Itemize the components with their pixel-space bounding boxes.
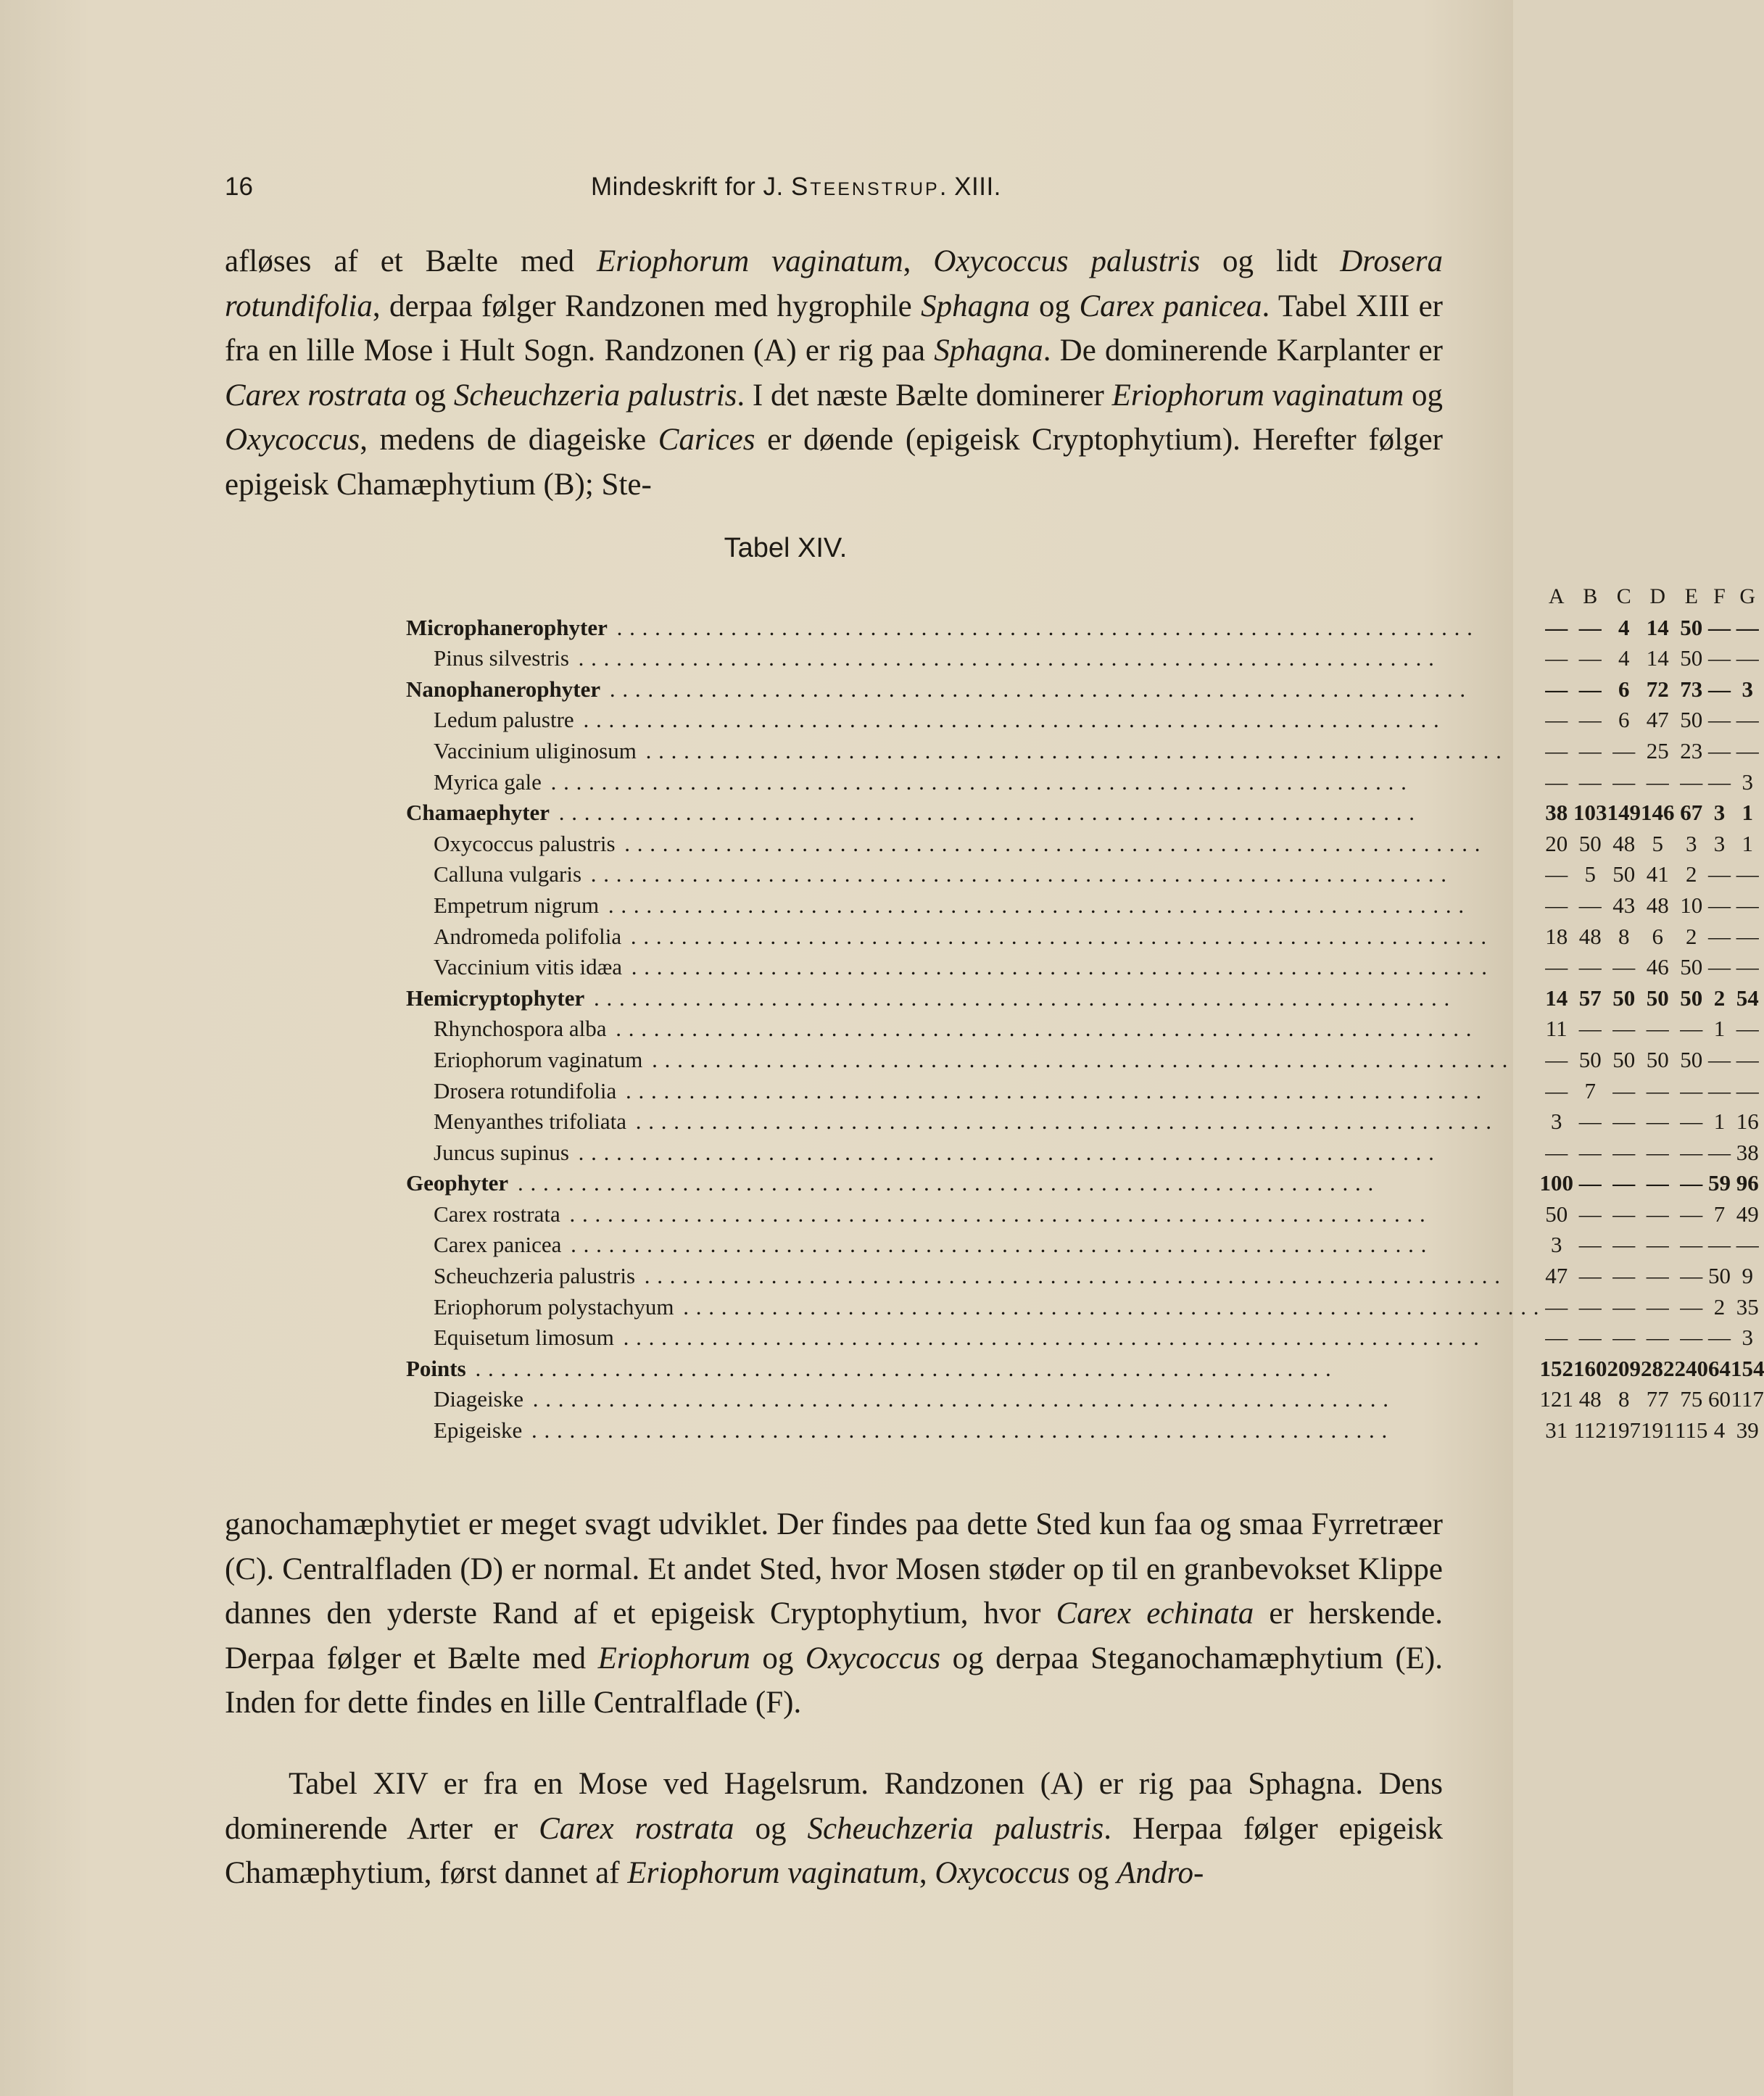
row-label-text: Scheuchzeria palustris <box>434 1263 636 1289</box>
table-cell: — <box>1646 1077 1669 1103</box>
table-row <box>406 859 1764 890</box>
table-cell: — <box>1736 861 1759 887</box>
table-cell: 1 <box>1713 1109 1726 1135</box>
table-cell: 57 <box>1578 985 1602 1011</box>
table-cell: — <box>1736 1046 1759 1072</box>
table-cell: — <box>1545 1046 1568 1072</box>
table-cell: 4 <box>1713 1417 1726 1443</box>
table-cell: 20 <box>1545 830 1568 856</box>
table-cell: 50 <box>1680 985 1703 1011</box>
row-label <box>406 1168 1539 1199</box>
row-label-text: Vaccinium uliginosum <box>434 737 637 763</box>
table-row <box>406 798 1764 829</box>
table-cell: 115 <box>1675 1417 1708 1443</box>
table-cell: 6 <box>1652 923 1663 949</box>
table-cell: 103 <box>1573 800 1607 826</box>
table-row <box>406 1384 1764 1415</box>
table-cell: 46 <box>1646 954 1669 980</box>
row-label-text: Carex rostrata <box>434 1201 560 1227</box>
table-cell: — <box>1680 1293 1703 1320</box>
table-cell: 2 <box>1685 861 1697 887</box>
table-row <box>406 674 1764 705</box>
table-cell: 6 <box>1618 676 1630 702</box>
row-label-text: Ledum palustre <box>434 707 574 733</box>
table-cell: — <box>1545 737 1568 763</box>
table-cell: — <box>1578 1170 1602 1196</box>
table-cell: 154 <box>1730 1355 1764 1381</box>
table-row <box>406 983 1764 1014</box>
column-header: C <box>1616 584 1631 608</box>
table-cell: — <box>1545 1325 1568 1351</box>
table-cell: — <box>1680 1263 1703 1289</box>
table-row <box>406 643 1764 674</box>
table-cell: 48 <box>1646 892 1669 918</box>
row-label <box>406 767 1539 798</box>
row-label-text: Calluna vulgaris <box>434 861 582 887</box>
table-cell: 4 <box>1618 645 1630 671</box>
table-cell: 2 <box>1713 1293 1726 1320</box>
table-cell: 1 <box>1742 800 1753 826</box>
table-cell: 77 <box>1646 1386 1669 1412</box>
row-label <box>406 1106 1539 1138</box>
table-cell: 50 <box>1646 1046 1669 1072</box>
table-cell: — <box>1646 1325 1669 1351</box>
row-label <box>406 1261 1539 1292</box>
table-cell: 5 <box>1584 861 1596 887</box>
table-cell: — <box>1707 954 1731 980</box>
table-cell: — <box>1612 1139 1636 1165</box>
table-cell: — <box>1612 737 1636 763</box>
table-row <box>406 613 1764 644</box>
row-label-text: Diageiske <box>434 1386 523 1412</box>
column-header: B <box>1583 584 1598 608</box>
paragraph-continuation: ganochamæphytiet er meget svagt udviklet. Der findes paa dette Sted kun faa og smaa Fyrretræer (C). Centralfladen (D) er normal. Et andet Sted, hvor Mosen støder op til en granbevokset Klippe dannes den yderste Rand af et epigeisk Cryptophytium, hvor Carex echinata er herskende. Derpaa følger et Bælte med Eriophorum og Oxycoccus og derpaa Steganochamæphytium (E). Inden for dette findes en lille Centralflade (F). <box>225 1507 1444 1720</box>
row-label <box>406 613 1539 644</box>
row-label <box>406 1045 1539 1076</box>
row-label-text: Geophyter <box>406 1170 509 1196</box>
table-cell: — <box>1736 892 1759 918</box>
row-label <box>406 1076 1539 1107</box>
table-cell: 54 <box>1736 985 1759 1011</box>
table-cell: — <box>1736 614 1759 640</box>
row-label-text: Equisetum limosum <box>434 1325 614 1351</box>
table-cell: — <box>1612 1077 1636 1103</box>
table-cell: — <box>1545 861 1568 887</box>
row-label <box>406 705 1539 736</box>
table-cell: 49 <box>1736 1201 1759 1227</box>
table-cell: 48 <box>1578 1386 1602 1412</box>
row-label <box>406 1322 1539 1354</box>
row-label-text: Microphanerophyter <box>406 614 608 640</box>
table-cell: 50 <box>1612 1046 1636 1072</box>
row-label <box>406 890 1539 921</box>
table-cell: 50 <box>1612 985 1636 1011</box>
column-header: G <box>1739 584 1756 608</box>
table-cell: 47 <box>1646 707 1669 733</box>
table-cell: — <box>1578 737 1602 763</box>
table-row <box>406 1168 1764 1199</box>
table-cell: 50 <box>1612 861 1636 887</box>
table-row <box>406 1014 1764 1045</box>
table-cell: 38 <box>1736 1139 1759 1165</box>
table-cell: — <box>1612 1232 1636 1258</box>
row-label-text: Eriophorum polystachyum <box>434 1293 674 1320</box>
table-cell: — <box>1646 1016 1669 1042</box>
table-row <box>406 1261 1764 1292</box>
table-cell: — <box>1578 954 1602 980</box>
table-cell: 10 <box>1680 892 1703 918</box>
table-cell: 14 <box>1646 645 1669 671</box>
table-cell: 72 <box>1646 676 1669 702</box>
row-label-text: Hemicryptophyter <box>406 985 585 1011</box>
table-cell: — <box>1578 614 1602 640</box>
table-cell: — <box>1545 892 1568 918</box>
row-label-text: Chamaephyter <box>406 800 550 826</box>
table-cell: 64 <box>1707 1355 1731 1381</box>
table-row <box>406 1045 1764 1076</box>
column-header: F <box>1713 584 1726 608</box>
data-table <box>406 581 1764 1446</box>
table-cell: 48 <box>1612 830 1636 856</box>
table-cell: 209 <box>1607 1355 1641 1381</box>
table-cell: 3 <box>1550 1232 1562 1258</box>
table-cell: 1 <box>1742 830 1753 856</box>
table-row <box>406 1106 1764 1138</box>
table-cell: — <box>1578 707 1602 733</box>
table-row <box>406 1230 1764 1261</box>
table-cell: 35 <box>1736 1293 1759 1320</box>
row-label-text: Andromeda polifolia <box>434 923 622 949</box>
table-cell: — <box>1646 1232 1669 1258</box>
table-cell: 2 <box>1713 985 1726 1011</box>
table-cell: 8 <box>1618 923 1630 949</box>
table-cell: 50 <box>1646 985 1669 1011</box>
table-cell: 11 <box>1545 1016 1568 1042</box>
table-cell: 23 <box>1680 737 1703 763</box>
row-label-text: Empetrum nigrum <box>434 892 600 918</box>
table-cell: 43 <box>1612 892 1636 918</box>
row-label-text: Rhynchospora alba <box>434 1016 607 1042</box>
row-label <box>406 829 1539 860</box>
table-row <box>406 921 1764 953</box>
table-cell: 3 <box>1685 830 1697 856</box>
row-label-text: Nanophanerophyter <box>406 676 601 702</box>
table-cell: — <box>1707 737 1731 763</box>
row-label-text: Points <box>406 1355 466 1381</box>
table-cell: — <box>1707 1046 1731 1072</box>
paragraph-table-xiv: Tabel XIV er fra en Mose ved Hagelsrum. Randzonen (A) er rig paa Sphagna. Dens dominerende Arter er Carex rostrata og Scheuchzeria palustris. Herpaa følger epigeisk Chamæphytium, først dannet af Eriophorum vaginatum, Oxycoccus og Andro- <box>225 1767 1443 1890</box>
table-cell: 3 <box>1742 769 1753 795</box>
table-cell: — <box>1646 1109 1669 1135</box>
column-header: E <box>1684 584 1698 608</box>
table-cell: — <box>1736 1016 1759 1042</box>
table-cell: 112 <box>1573 1417 1607 1443</box>
table-cell: 100 <box>1539 1170 1573 1196</box>
table-cell: 3 <box>1742 1325 1753 1351</box>
table-cell: 47 <box>1545 1263 1568 1289</box>
table-cell: 16 <box>1736 1109 1759 1135</box>
row-label-text: Drosera rotundifolia <box>434 1077 617 1103</box>
row-label <box>406 1415 1539 1446</box>
table-cell: — <box>1612 954 1636 980</box>
table-cell: — <box>1545 1077 1568 1103</box>
row-label-text: Menyanthes trifoliata <box>434 1109 626 1135</box>
table-row <box>406 1415 1764 1446</box>
table-cell: 3 <box>1713 830 1726 856</box>
table-cell: — <box>1707 1077 1731 1103</box>
table-cell: — <box>1612 1325 1636 1351</box>
row-label <box>406 736 1539 767</box>
table-cell: 50 <box>1680 645 1703 671</box>
row-label <box>406 983 1539 1014</box>
table-cell: — <box>1545 1139 1568 1165</box>
table-cell: — <box>1578 1201 1602 1227</box>
table-cell: 4 <box>1618 614 1630 640</box>
table-cell: — <box>1707 769 1731 795</box>
table-cell: — <box>1578 676 1602 702</box>
table-row <box>406 767 1764 798</box>
table-cell: — <box>1736 645 1759 671</box>
table-cell: — <box>1680 1201 1703 1227</box>
table-cell: 9 <box>1742 1263 1753 1289</box>
table-cell: 8 <box>1618 1386 1630 1412</box>
table-cell: — <box>1680 1139 1703 1165</box>
table-cell: 197 <box>1607 1417 1641 1443</box>
table-cell: — <box>1707 707 1731 733</box>
table-cell: — <box>1545 1293 1568 1320</box>
running-head-name: Steenstrup <box>790 173 940 201</box>
row-label-text: Carex panicea <box>434 1232 562 1258</box>
table-cell: 14 <box>1646 614 1669 640</box>
table-cell: — <box>1612 1109 1636 1135</box>
table-cell: — <box>1736 1232 1759 1258</box>
table-cell: 117 <box>1731 1386 1764 1412</box>
row-label <box>406 921 1539 953</box>
row-label <box>406 1138 1539 1169</box>
table-title: Tabel XIV. <box>724 533 848 563</box>
table-cell: 59 <box>1707 1170 1731 1196</box>
table-cell: — <box>1680 1109 1703 1135</box>
row-label <box>406 798 1539 829</box>
table-cell: — <box>1545 954 1568 980</box>
table-cell: 14 <box>1545 985 1568 1011</box>
table-cell: — <box>1578 769 1602 795</box>
table-cell: — <box>1707 892 1731 918</box>
table-cell: 60 <box>1707 1386 1731 1412</box>
table-cell: 48 <box>1578 923 1602 949</box>
table-cell: — <box>1707 861 1731 887</box>
table-row <box>406 705 1764 736</box>
table-row <box>406 1322 1764 1354</box>
table-cell: — <box>1646 1139 1669 1165</box>
table-cell: — <box>1707 1232 1731 1258</box>
table-cell: — <box>1578 645 1602 671</box>
table-cell: 149 <box>1607 800 1641 826</box>
table-cell: 5 <box>1652 830 1663 856</box>
table-row <box>406 952 1764 983</box>
table-cell: — <box>1578 1263 1602 1289</box>
table-cell: 121 <box>1539 1386 1573 1412</box>
table-cell: 73 <box>1680 676 1703 702</box>
table-cell: — <box>1707 1139 1731 1165</box>
table-cell: — <box>1736 923 1759 949</box>
table-cell: — <box>1612 1263 1636 1289</box>
row-label <box>406 674 1539 705</box>
table-cell: — <box>1578 1293 1602 1320</box>
table-cell: 50 <box>1680 707 1703 733</box>
table-cell: — <box>1578 1139 1602 1165</box>
row-label <box>406 1014 1539 1045</box>
table-cell: — <box>1612 1170 1636 1196</box>
table-cell: — <box>1612 1201 1636 1227</box>
table-cell: — <box>1545 614 1568 640</box>
table-cell: 6 <box>1618 707 1630 733</box>
running-head: Mindeskrift for J. Steenstrup. XIII. <box>591 173 1001 201</box>
table-cell: 50 <box>1578 1046 1602 1072</box>
table-row <box>406 890 1764 921</box>
row-label-text: Epigeiske <box>434 1417 523 1443</box>
table-cell: — <box>1578 1232 1602 1258</box>
table-cell: — <box>1578 1109 1602 1135</box>
table-cell: — <box>1736 737 1759 763</box>
row-label <box>406 1199 1539 1230</box>
table-cell: — <box>1612 1293 1636 1320</box>
table-cell: 75 <box>1680 1386 1703 1412</box>
table-cell: — <box>1646 1201 1669 1227</box>
row-label <box>406 643 1539 674</box>
row-label <box>406 859 1539 890</box>
table-cell: — <box>1545 769 1568 795</box>
table-cell: — <box>1646 1170 1669 1196</box>
table-cell: — <box>1545 707 1568 733</box>
row-label <box>406 1292 1539 1323</box>
table-cell: — <box>1707 923 1731 949</box>
table-row <box>406 736 1764 767</box>
table-cell: — <box>1736 707 1759 733</box>
row-label-text: Oxycoccus palustris <box>434 830 616 856</box>
table-cell: — <box>1578 1016 1602 1042</box>
table-row <box>406 829 1764 860</box>
page-number: 16 <box>225 173 253 201</box>
table-cell: 1 <box>1713 1016 1726 1042</box>
table-cell: — <box>1680 769 1703 795</box>
table-row <box>406 1199 1764 1230</box>
table-cell: 25 <box>1646 737 1669 763</box>
table-cell: — <box>1578 1325 1602 1351</box>
table-row <box>406 1138 1764 1169</box>
table-cell: 191 <box>1640 1417 1675 1443</box>
row-label-text: Eriophorum vaginatum <box>434 1046 643 1072</box>
table-cell: — <box>1707 676 1731 702</box>
table-cell: — <box>1646 769 1669 795</box>
table-cell: 282 <box>1640 1355 1675 1381</box>
table-cell: — <box>1646 1263 1669 1289</box>
table-cell: 67 <box>1680 800 1703 826</box>
table-cell: — <box>1612 769 1636 795</box>
table-cell: 146 <box>1640 800 1675 826</box>
table-cell: 3 <box>1713 800 1726 826</box>
table-cell: — <box>1736 1077 1759 1103</box>
table-row <box>406 1354 1764 1385</box>
table-cell: — <box>1680 1170 1703 1196</box>
table-cell: — <box>1680 1016 1703 1042</box>
table-cell: — <box>1545 645 1568 671</box>
table-row <box>406 1076 1764 1107</box>
table-cell: — <box>1707 1325 1731 1351</box>
table-cell: — <box>1707 614 1731 640</box>
table-cell: 3 <box>1742 676 1753 702</box>
table-cell: — <box>1707 645 1731 671</box>
table-cell: 50 <box>1707 1263 1731 1289</box>
column-header: D <box>1649 584 1666 608</box>
table-cell: 50 <box>1680 1046 1703 1072</box>
table-cell: 39 <box>1736 1417 1759 1443</box>
table-cell: 160 <box>1573 1355 1607 1381</box>
table-cell: — <box>1545 676 1568 702</box>
table-header-row <box>406 581 1764 613</box>
table-cell: — <box>1680 1325 1703 1351</box>
row-label <box>406 1384 1539 1415</box>
table-cell: 50 <box>1680 614 1703 640</box>
table-cell: — <box>1646 1293 1669 1320</box>
paragraph-intro: afløses af et Bælte med Eriophorum vaginatum, Oxycoccus palustris og lidt Drosera rotundifolia, derpaa følger Randzonen med hygrophile Sphagna og Carex panicea. Tabel XIII er fra en lille Mose i Hult Sogn. Randzonen (A) er rig paa Sphagna. De dominerende Karplanter er Carex rostrata og Scheuchzeria palustris. I det næste Bælte dominerer Eriophorum vaginatum og Oxycoccus, medens de diageiske Carices er døende (epigeisk Cryptophytium). Herefter følger epigeisk Chamæphytium (B); Ste- <box>225 244 1443 502</box>
table-cell: — <box>1736 954 1759 980</box>
table-cell: 50 <box>1578 830 1602 856</box>
table-cell: — <box>1680 1232 1703 1258</box>
table-cell: — <box>1578 892 1602 918</box>
table-cell: 3 <box>1550 1109 1562 1135</box>
table-cell: 50 <box>1545 1201 1568 1227</box>
row-label-text: Juncus supinus <box>434 1139 569 1165</box>
page-header <box>225 173 1457 216</box>
row-label-text: Myrica gale <box>434 769 542 795</box>
table-cell: 41 <box>1646 861 1669 887</box>
table-cell: 7 <box>1713 1201 1726 1227</box>
row-label-text: Pinus silvestris <box>434 645 569 671</box>
row-label-text: Vaccinium vitis idæa <box>434 954 623 980</box>
row-label <box>406 1354 1539 1385</box>
table-cell: 50 <box>1680 954 1703 980</box>
table-cell: 240 <box>1674 1355 1708 1381</box>
table-cell: 2 <box>1685 923 1697 949</box>
table-cell: 31 <box>1545 1417 1568 1443</box>
table-cell: 7 <box>1584 1077 1596 1103</box>
table-cell: 152 <box>1539 1355 1573 1381</box>
table-cell: — <box>1612 1016 1636 1042</box>
table-cell: 18 <box>1545 923 1568 949</box>
row-label <box>406 1230 1539 1261</box>
column-header: A <box>1548 584 1565 608</box>
table-row <box>406 1292 1764 1323</box>
row-label <box>406 952 1539 983</box>
table-cell: 38 <box>1545 800 1568 826</box>
table-cell: 96 <box>1736 1170 1759 1196</box>
table-cell: — <box>1680 1077 1703 1103</box>
